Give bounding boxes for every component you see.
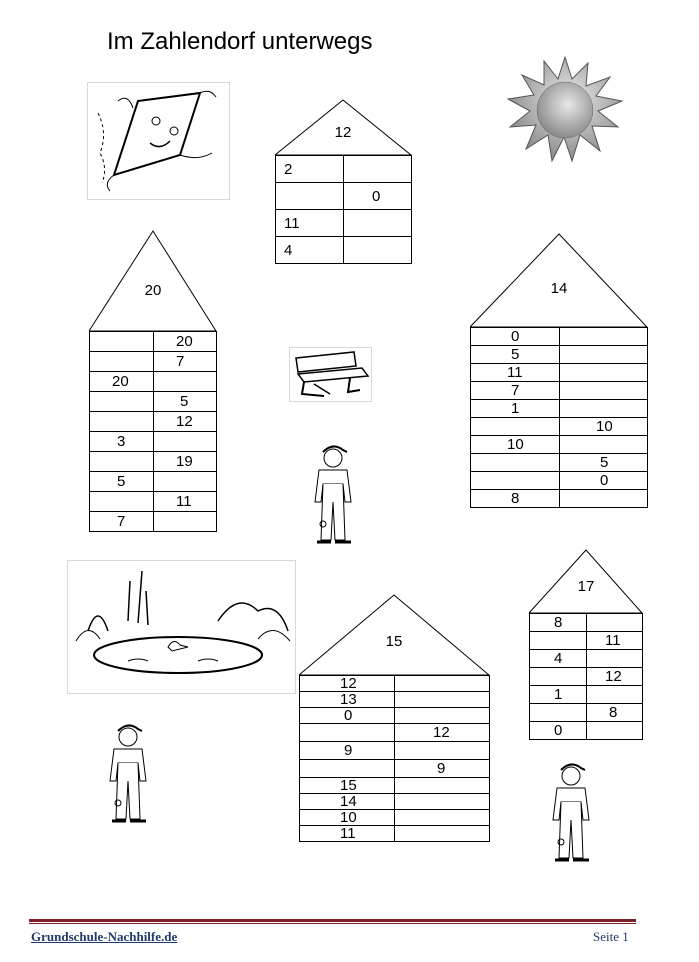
house-cell[interactable]: 8: [471, 490, 560, 508]
house-cell[interactable]: [530, 668, 587, 686]
house-cell[interactable]: [587, 650, 643, 668]
house-cell[interactable]: 0: [300, 708, 395, 724]
boy-picture: [305, 440, 363, 551]
house-cell[interactable]: 11: [276, 210, 344, 237]
house-cell[interactable]: [154, 472, 217, 492]
house-cell[interactable]: 12: [395, 724, 490, 742]
house-cell[interactable]: 12: [154, 412, 217, 432]
house-cell[interactable]: 11: [300, 826, 395, 842]
house-cell[interactable]: 8: [587, 704, 643, 722]
house-cell[interactable]: 11: [587, 632, 643, 650]
house-cell[interactable]: [560, 346, 648, 364]
roof-number: 15: [385, 633, 403, 650]
house-cell[interactable]: 5: [560, 454, 648, 472]
house-cell[interactable]: 1: [471, 400, 560, 418]
house-cell[interactable]: 7: [154, 352, 217, 372]
house-cell[interactable]: 2: [276, 156, 344, 183]
house-cell[interactable]: [471, 472, 560, 490]
house-cell[interactable]: [90, 332, 154, 352]
house-roof: [89, 230, 217, 332]
house-cell[interactable]: [560, 382, 648, 400]
house-cell[interactable]: [154, 512, 217, 532]
house-cell[interactable]: 7: [90, 512, 154, 532]
house-cell[interactable]: 12: [300, 676, 395, 692]
house-cell[interactable]: 14: [300, 794, 395, 810]
house-cell[interactable]: [395, 692, 490, 708]
house-cell[interactable]: [560, 328, 648, 346]
boy-picture: [100, 719, 158, 829]
number-house-14: [470, 233, 648, 516]
house-cell[interactable]: [154, 432, 217, 452]
house-cell[interactable]: [344, 237, 412, 264]
house-cell[interactable]: 0: [344, 183, 412, 210]
house-table: [275, 155, 412, 264]
house-cell[interactable]: 0: [560, 472, 648, 490]
house-cell[interactable]: [90, 352, 154, 372]
number-house-12: [275, 99, 412, 265]
house-cell[interactable]: 1: [530, 686, 587, 704]
house-cell[interactable]: 10: [300, 810, 395, 826]
house-cell[interactable]: 10: [560, 418, 648, 436]
house-cell[interactable]: [530, 632, 587, 650]
house-cell[interactable]: [300, 760, 395, 778]
footer-site-link[interactable]: Grundschule-Nachhilfe.de: [31, 929, 178, 944]
house-cell[interactable]: [344, 210, 412, 237]
house-cell[interactable]: 5: [154, 392, 217, 412]
house-cell[interactable]: [587, 614, 643, 632]
house-cell[interactable]: [560, 364, 648, 382]
house-cell[interactable]: [395, 810, 490, 826]
house-cell[interactable]: 4: [530, 650, 587, 668]
house-cell[interactable]: [395, 708, 490, 724]
house-cell[interactable]: 5: [471, 346, 560, 364]
house-cell[interactable]: 0: [530, 722, 587, 740]
house-cell[interactable]: [300, 724, 395, 742]
house-cell[interactable]: [587, 722, 643, 740]
house-cell[interactable]: [560, 490, 648, 508]
roof-number: 17: [577, 578, 595, 595]
house-cell[interactable]: 8: [530, 614, 587, 632]
house-cell[interactable]: 11: [154, 492, 217, 512]
house-cell[interactable]: 13: [300, 692, 395, 708]
number-house-20: [89, 230, 217, 535]
house-cell[interactable]: 0: [471, 328, 560, 346]
house-cell[interactable]: 11: [471, 364, 560, 382]
house-table: [89, 331, 217, 532]
house-cell[interactable]: [90, 412, 154, 432]
house-cell[interactable]: [90, 492, 154, 512]
house-cell[interactable]: 19: [154, 452, 217, 472]
house-cell[interactable]: 3: [90, 432, 154, 452]
kite-picture: [87, 82, 230, 200]
house-cell[interactable]: [530, 704, 587, 722]
house-cell[interactable]: 4: [276, 237, 344, 264]
house-cell[interactable]: [395, 826, 490, 842]
house-cell[interactable]: 9: [300, 742, 395, 760]
house-cell[interactable]: [90, 452, 154, 472]
house-table: [529, 613, 643, 740]
house-cell[interactable]: [395, 794, 490, 810]
bench-picture: [289, 347, 372, 402]
house-cell[interactable]: [395, 742, 490, 760]
footer-divider: [29, 923, 636, 924]
house-cell[interactable]: [471, 418, 560, 436]
house-cell[interactable]: [395, 676, 490, 692]
house-cell[interactable]: 7: [471, 382, 560, 400]
roof-number: 14: [550, 280, 568, 297]
house-cell[interactable]: [560, 400, 648, 418]
house-cell[interactable]: [395, 778, 490, 794]
house-cell[interactable]: 5: [90, 472, 154, 492]
number-house-17: [529, 549, 643, 744]
footer-page-number: Seite 1: [593, 929, 629, 944]
number-house-15: [299, 594, 490, 842]
pond-picture: [67, 560, 296, 694]
house-cell[interactable]: 15: [300, 778, 395, 794]
house-table: [470, 327, 648, 508]
house-cell[interactable]: [471, 454, 560, 472]
footer-divider: [29, 919, 636, 922]
house-cell[interactable]: 12: [587, 668, 643, 686]
roof-number: 20: [144, 282, 162, 299]
house-cell[interactable]: [344, 156, 412, 183]
boy-picture: [543, 758, 601, 869]
house-cell[interactable]: [276, 183, 344, 210]
house-table: [299, 675, 490, 842]
house-cell[interactable]: [587, 686, 643, 704]
house-cell[interactable]: 10: [471, 436, 560, 454]
house-cell[interactable]: 9: [395, 760, 490, 778]
sun-icon: [506, 55, 624, 165]
house-cell[interactable]: [90, 392, 154, 412]
page-title: Im Zahlendorf unterwegs: [107, 28, 373, 55]
house-cell[interactable]: 20: [90, 372, 154, 392]
roof-number: 12: [334, 124, 352, 141]
house-cell[interactable]: [154, 372, 217, 392]
house-cell[interactable]: [560, 436, 648, 454]
house-cell[interactable]: 20: [154, 332, 217, 352]
